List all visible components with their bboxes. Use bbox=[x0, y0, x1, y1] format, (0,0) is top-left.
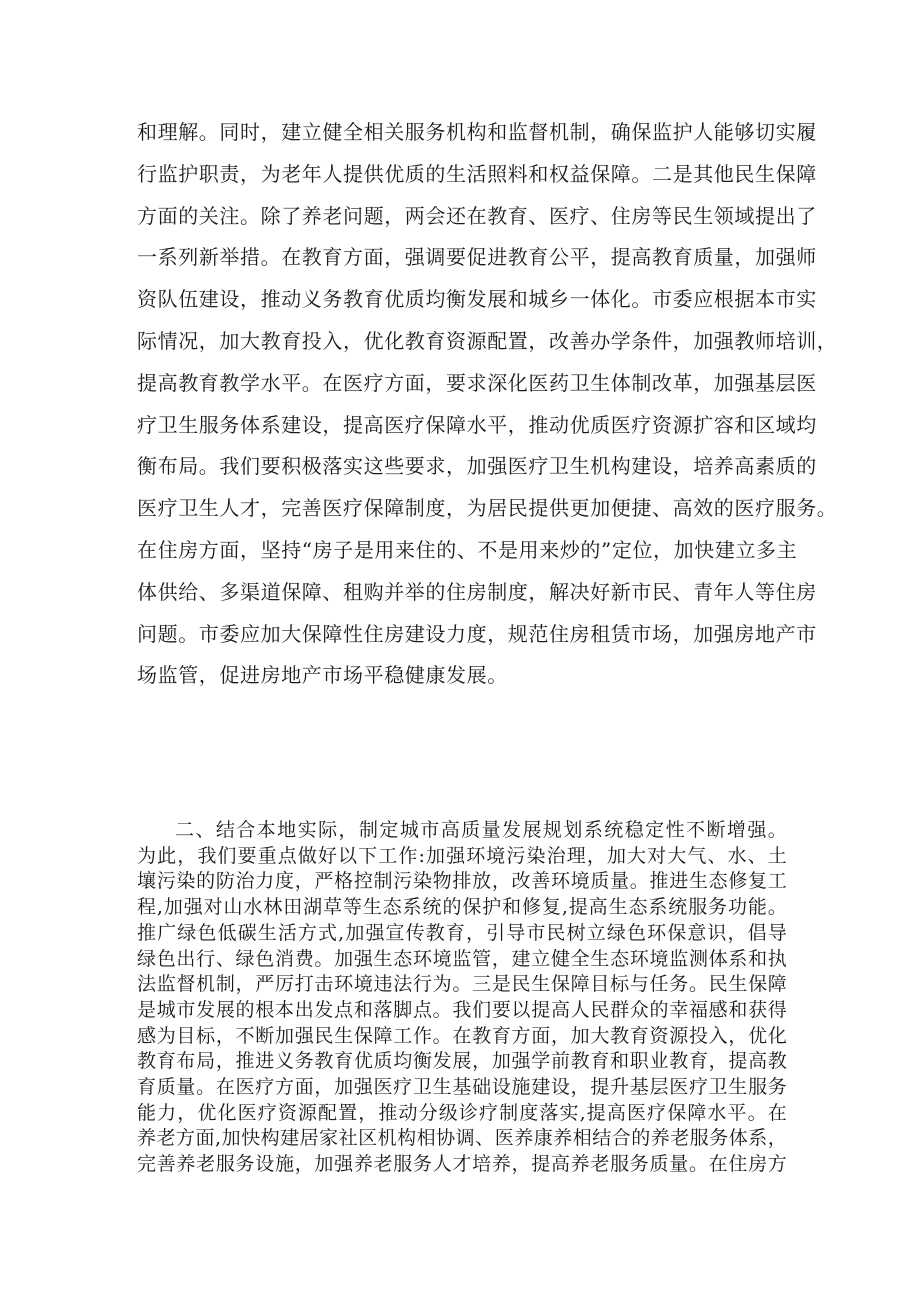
text-line: 场监管，促进房地产市场平稳健康发展。 bbox=[137, 663, 508, 688]
paragraph-1 bbox=[137, 112, 838, 697]
text-line: 法监督机制，严厉打击环境违法行为。三是民生保障目标与任务。民生保障 bbox=[137, 973, 787, 996]
section-heading-line: 二、结合本地实际，制定城市高质量发展规划系统稳定性不断增强。 bbox=[175, 819, 787, 841]
text-line: 感为目标，不断加强民生保障工作。在教育方面，加大教育资源投入，优化 bbox=[137, 1024, 787, 1047]
text-line: 是城市发展的根本出发点和落脚点。我们要以提高人民群众的幸福感和获得 bbox=[137, 998, 787, 1021]
text-line: 行监护职责，为老年人提供优质的生活照料和权益保障。二是其他民生保障 bbox=[137, 161, 817, 186]
text-line: 资队伍建设，推动义务教育优质均衡发展和城乡一体化。市委应根据本市实 bbox=[137, 287, 817, 312]
text-line: 程,加强对山水林田湖草等生态系统的保护和修复,提高生态系统服务功能。 bbox=[137, 896, 787, 919]
text-line: 体供给、多渠道保障、租购并举的住房制度，解决好新市民、青年人等住房 bbox=[137, 579, 817, 604]
text-line: 际情况，加大教育投入，优化教育资源配置，改善办学条件，加强教师培训， bbox=[137, 328, 838, 353]
text-line: 问题。市委应加大保障性住房建设力度，规范住房租赁市场，加强房地产市 bbox=[137, 621, 817, 646]
text-line: 绿色出行、绿色消费。加强生态环境监管，建立健全生态环境监测体系和执 bbox=[137, 947, 787, 970]
text-line: 一系列新举措。在教育方面，强调要促进教育公平，提高教育质量，加强师 bbox=[137, 245, 817, 270]
text-line: 推广绿色低碳生活方式,加强宣传教育，引导市民树立绿色环保意识，倡导 bbox=[137, 921, 787, 944]
text-line: 医疗卫生人才，完善医疗保障制度，为居民提供更加便捷、高效的医疗服务。 bbox=[137, 496, 838, 521]
text-line: 育质量。在医疗方面，加强医疗卫生基础设施建设，提升基层医疗卫生服务 bbox=[137, 1076, 787, 1099]
text-line: 壤污染的防治力度，严格控制污染物排放，改善环境质量。推进生态修复工 bbox=[137, 870, 787, 893]
text-line: 为此，我们要重点做好以下工作:加强环境污染治理，加大对大气、水、土 bbox=[137, 844, 787, 867]
text-line: 衡布局。我们要积极落实这些要求，加强医疗卫生机构建设，培养高素质的 bbox=[137, 454, 817, 479]
text-line: 能力，优化医疗资源配置，推动分级诊疗制度落实,提高医疗保障水平。在 bbox=[137, 1101, 787, 1124]
paragraph-2 bbox=[137, 818, 787, 1178]
text-line: 疗卫生服务体系建设，提高医疗保障水平，推动优质医疗资源扩容和区域均 bbox=[137, 412, 817, 437]
text-line: 在住房方面，坚持“房子是用来住的、不是用来炒的”定位，加快建立多主 bbox=[137, 537, 798, 562]
text-line: 方面的关注。除了养老问题，两会还在教育、医疗、住房等民生领域提出了 bbox=[137, 203, 817, 228]
text-line: 养老方面,加快构建居家社区机构相协调、医养康养相结合的养老服务体系， bbox=[137, 1127, 787, 1150]
text-line: 教育布局，推进义务教育优质均衡发展，加强学前教育和职业教育，提高教 bbox=[137, 1050, 787, 1073]
text-line: 提高教育教学水平。在医疗方面，要求深化医药卫生体制改革，加强基层医 bbox=[137, 370, 817, 395]
text-line: 完善养老服务设施，加强养老服务人才培养，提高养老服务质量。在住房方 bbox=[137, 1153, 787, 1176]
text-line: 和理解。同时，建立健全相关服务机构和监督机制，确保监护人能够切实履 bbox=[137, 120, 817, 144]
